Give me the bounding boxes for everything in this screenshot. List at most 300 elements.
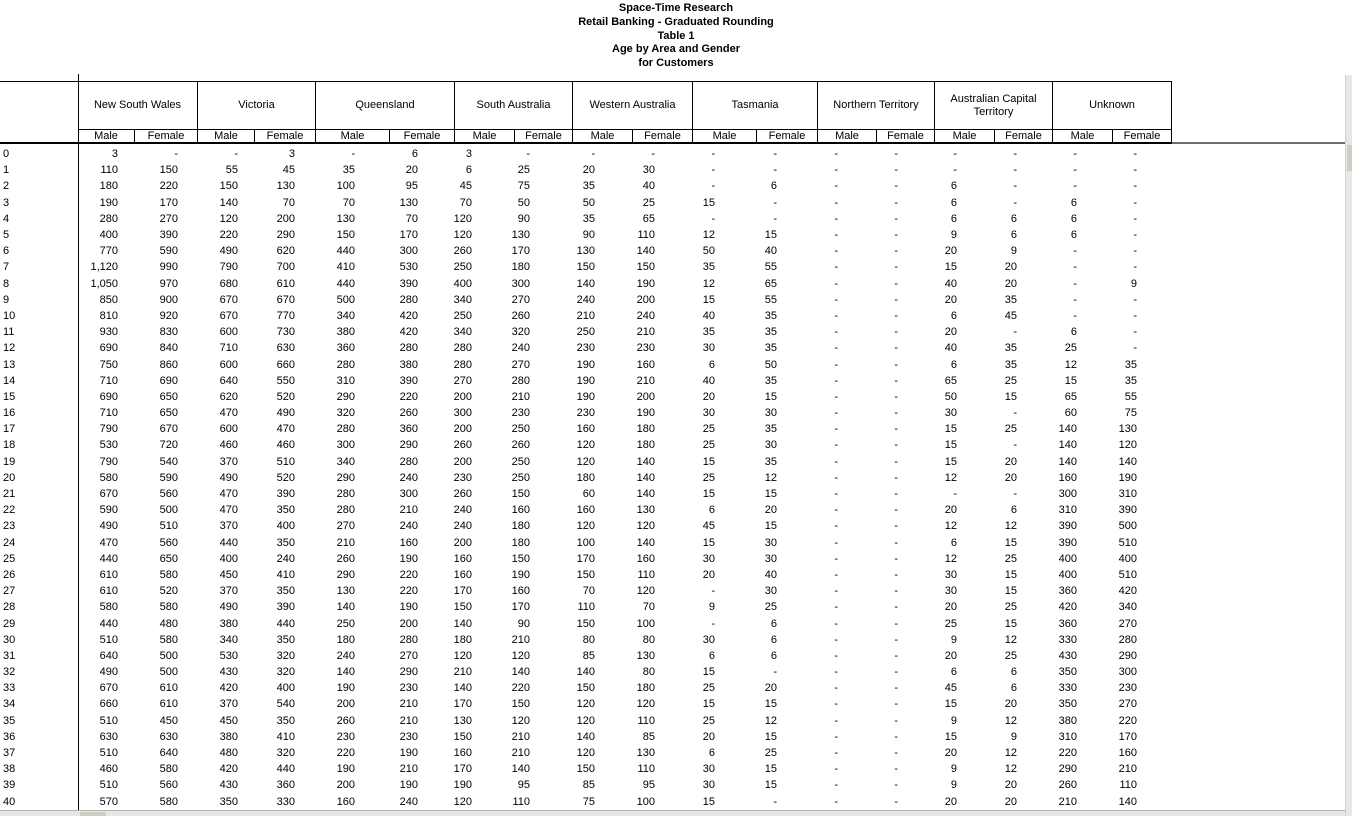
- data-cell: 580: [159, 633, 178, 646]
- data-cell: 20: [944, 293, 957, 306]
- data-cell: 280: [336, 488, 355, 501]
- data-cell: 320: [276, 747, 295, 760]
- column-header-male: Male: [935, 130, 995, 142]
- data-cell: 70: [459, 196, 472, 209]
- data-cell: 150: [576, 261, 595, 274]
- table-row: [0, 713, 1172, 729]
- table-row: [0, 373, 1172, 389]
- data-cell: 240: [399, 795, 418, 808]
- data-cell: 20: [764, 504, 777, 517]
- data-cell: 65: [1064, 390, 1077, 403]
- row-label-age: 7: [3, 261, 10, 274]
- data-cell: 370: [219, 520, 238, 533]
- data-cell: 85: [642, 730, 655, 743]
- data-cell: 190: [399, 601, 418, 614]
- data-cell: 290: [1118, 649, 1137, 662]
- data-cell: 70: [642, 601, 655, 614]
- data-cell: 400: [453, 277, 472, 290]
- data-cell: 6: [950, 309, 957, 322]
- table-row: [0, 308, 1172, 324]
- row-label-age: 5: [3, 229, 10, 242]
- data-cell: -: [1073, 293, 1077, 306]
- data-cell: 210: [576, 309, 595, 322]
- data-cell: 20: [944, 245, 957, 258]
- data-cell: 75: [517, 180, 530, 193]
- data-cell: 20: [944, 649, 957, 662]
- row-label-age: 18: [3, 439, 16, 452]
- data-cell: 210: [453, 666, 472, 679]
- data-cell: 120: [636, 698, 655, 711]
- data-cell: 830: [159, 326, 178, 339]
- data-cell: 460: [276, 439, 295, 452]
- data-cell: -: [1073, 164, 1077, 177]
- data-cell: 130: [399, 196, 418, 209]
- horizontal-scrollbar-thumb[interactable]: [80, 812, 106, 816]
- data-cell: 240: [453, 504, 472, 517]
- data-cell: 160: [399, 536, 418, 549]
- data-cell: 290: [399, 666, 418, 679]
- data-cell: -: [894, 180, 898, 193]
- data-cell: 460: [219, 439, 238, 452]
- data-cell: 55: [1124, 390, 1137, 403]
- data-cell: 720: [159, 439, 178, 452]
- data-cell: -: [894, 471, 898, 484]
- data-cell: 610: [159, 682, 178, 695]
- column-header-male: Male: [78, 130, 135, 142]
- data-cell: 270: [511, 293, 530, 306]
- data-cell: 40: [764, 568, 777, 581]
- data-cell: 30: [764, 407, 777, 420]
- data-cell: 670: [219, 293, 238, 306]
- data-cell: -: [1073, 245, 1077, 258]
- data-cell: 170: [399, 229, 418, 242]
- data-cell: 190: [576, 390, 595, 403]
- data-cell: 12: [944, 520, 957, 533]
- data-cell: 9: [950, 779, 957, 792]
- data-cell: 9: [1010, 245, 1017, 258]
- data-cell: 750: [99, 358, 118, 371]
- data-cell: 240: [336, 649, 355, 662]
- data-cell: -: [894, 358, 898, 371]
- row-label-age: 14: [3, 374, 16, 387]
- data-cell: 15: [702, 196, 715, 209]
- data-cell: 260: [1058, 779, 1077, 792]
- data-cell: 250: [511, 423, 530, 436]
- data-cell: 470: [99, 536, 118, 549]
- data-cell: 45: [702, 520, 715, 533]
- data-cell: 520: [276, 471, 295, 484]
- vertical-scrollbar-thumb[interactable]: [1347, 145, 1352, 171]
- data-cell: 20: [702, 730, 715, 743]
- data-cell: 30: [702, 633, 715, 646]
- data-cell: 130: [511, 229, 530, 242]
- data-cell: 6: [411, 148, 418, 161]
- data-cell: 680: [219, 277, 238, 290]
- data-cell: 330: [1058, 633, 1077, 646]
- data-cell: 160: [576, 423, 595, 436]
- row-label-age: 9: [3, 293, 10, 306]
- data-cell: 390: [399, 374, 418, 387]
- data-cell: 770: [276, 309, 295, 322]
- data-cell: -: [1013, 439, 1017, 452]
- data-cell: 30: [764, 439, 777, 452]
- data-cell: 25: [702, 714, 715, 727]
- data-cell: 930: [99, 326, 118, 339]
- data-cell: 25: [702, 471, 715, 484]
- row-label-age: 40: [3, 795, 16, 808]
- data-cell: 560: [159, 488, 178, 501]
- data-cell: 220: [511, 682, 530, 695]
- data-cell: -: [834, 309, 838, 322]
- data-cell: -: [894, 390, 898, 403]
- data-cell: 120: [576, 747, 595, 760]
- data-cell: -: [834, 617, 838, 630]
- table-row: [0, 211, 1172, 227]
- data-cell: 140: [576, 730, 595, 743]
- data-cell: 280: [399, 455, 418, 468]
- data-cell: 510: [99, 779, 118, 792]
- data-cell: 190: [399, 552, 418, 565]
- data-cell: 120: [453, 229, 472, 242]
- data-cell: 320: [276, 666, 295, 679]
- data-cell: -: [711, 148, 715, 161]
- data-cell: 220: [159, 180, 178, 193]
- data-cell: 240: [511, 342, 530, 355]
- data-cell: 3: [288, 148, 295, 161]
- data-cell: 180: [99, 180, 118, 193]
- data-cell: 340: [336, 309, 355, 322]
- data-cell: 300: [511, 277, 530, 290]
- data-cell: 15: [1004, 585, 1017, 598]
- data-cell: 220: [219, 229, 238, 242]
- data-cell: 230: [399, 730, 418, 743]
- data-cell: 190: [336, 763, 355, 776]
- data-cell: 140: [453, 682, 472, 695]
- data-cell: 230: [453, 471, 472, 484]
- data-cell: -: [834, 552, 838, 565]
- data-cell: 280: [336, 358, 355, 371]
- data-cell: 350: [276, 714, 295, 727]
- row-label-age: 21: [3, 488, 16, 501]
- data-cell: -: [1133, 180, 1137, 193]
- data-cell: -: [834, 196, 838, 209]
- data-cell: -: [1013, 407, 1017, 420]
- data-cell: 280: [399, 633, 418, 646]
- data-cell: 25: [1004, 374, 1017, 387]
- data-cell: 35: [582, 180, 595, 193]
- data-cell: 710: [219, 342, 238, 355]
- column-header-female: Female: [877, 130, 935, 142]
- data-cell: 790: [219, 261, 238, 274]
- column-header-male: Male: [1053, 130, 1113, 142]
- data-cell: 860: [159, 358, 178, 371]
- data-cell: 75: [582, 795, 595, 808]
- data-cell: -: [834, 633, 838, 646]
- data-cell: 250: [453, 309, 472, 322]
- data-cell: 630: [99, 730, 118, 743]
- data-cell: -: [711, 212, 715, 225]
- data-cell: 420: [1058, 601, 1077, 614]
- data-cell: 140: [336, 666, 355, 679]
- data-cell: -: [1013, 164, 1017, 177]
- row-label-age: 34: [3, 698, 16, 711]
- data-cell: -: [953, 164, 957, 177]
- row-label-age: 13: [3, 358, 16, 371]
- data-cell: 520: [276, 390, 295, 403]
- column-header-male: Male: [693, 130, 757, 142]
- data-cell: 560: [159, 779, 178, 792]
- data-cell: -: [1133, 212, 1137, 225]
- data-cell: 140: [636, 455, 655, 468]
- data-cell: 80: [582, 633, 595, 646]
- data-cell: 40: [642, 180, 655, 193]
- data-cell: 280: [99, 212, 118, 225]
- data-cell: 45: [1004, 309, 1017, 322]
- vertical-scrollbar[interactable]: [1345, 75, 1352, 816]
- data-cell: 610: [99, 568, 118, 581]
- data-cell: 230: [1118, 682, 1137, 695]
- column-group-header: Australian Capital Territory: [935, 82, 1053, 129]
- data-cell: 6: [1010, 682, 1017, 695]
- data-cell: 55: [225, 164, 238, 177]
- data-cell: 260: [399, 407, 418, 420]
- data-cell: 170: [453, 585, 472, 598]
- table-row: [0, 615, 1172, 631]
- data-cell: 530: [399, 261, 418, 274]
- data-cell: -: [834, 666, 838, 679]
- table-row: [0, 421, 1172, 437]
- data-cell: 620: [276, 245, 295, 258]
- data-cell: 20: [944, 504, 957, 517]
- data-cell: 130: [576, 245, 595, 258]
- column-header-female: Female: [995, 130, 1053, 142]
- data-cell: 650: [159, 390, 178, 403]
- data-cell: -: [834, 747, 838, 760]
- data-cell: -: [834, 374, 838, 387]
- data-cell: -: [834, 148, 838, 161]
- column-header-male: Male: [316, 130, 390, 142]
- column-group-header: Tasmania: [693, 82, 818, 129]
- data-cell: 590: [159, 471, 178, 484]
- data-cell: 190: [576, 374, 595, 387]
- data-cell: 290: [399, 439, 418, 452]
- data-cell: -: [834, 342, 838, 355]
- data-cell: -: [1073, 180, 1077, 193]
- data-cell: 350: [276, 536, 295, 549]
- data-cell: -: [1013, 488, 1017, 501]
- data-cell: 45: [282, 164, 295, 177]
- data-cell: 600: [219, 358, 238, 371]
- data-cell: 150: [453, 601, 472, 614]
- data-cell: 350: [276, 633, 295, 646]
- data-cell: 360: [399, 423, 418, 436]
- data-cell: 150: [576, 617, 595, 630]
- data-cell: 200: [336, 698, 355, 711]
- data-cell: 160: [453, 747, 472, 760]
- data-cell: -: [1133, 245, 1137, 258]
- row-label-age: 39: [3, 779, 16, 792]
- data-cell: 300: [399, 245, 418, 258]
- row-label-age: 35: [3, 714, 16, 727]
- data-cell: 270: [511, 358, 530, 371]
- data-cell: 210: [399, 714, 418, 727]
- data-cell: 380: [1058, 714, 1077, 727]
- data-cell: 6: [1070, 196, 1077, 209]
- data-cell: -: [894, 601, 898, 614]
- data-cell: -: [834, 455, 838, 468]
- data-cell: 25: [1004, 649, 1017, 662]
- data-cell: 260: [453, 245, 472, 258]
- data-cell: 12: [1004, 520, 1017, 533]
- table-row: [0, 324, 1172, 340]
- data-cell: 12: [1004, 747, 1017, 760]
- data-cell: 120: [636, 520, 655, 533]
- data-cell: -: [894, 633, 898, 646]
- data-cell: 220: [399, 568, 418, 581]
- data-cell: 220: [1058, 747, 1077, 760]
- data-cell: 30: [944, 407, 957, 420]
- data-cell: -: [834, 714, 838, 727]
- data-cell: -: [894, 439, 898, 452]
- data-cell: -: [894, 196, 898, 209]
- data-cell: 230: [399, 682, 418, 695]
- table-row: [0, 405, 1172, 421]
- data-cell: 850: [99, 293, 118, 306]
- data-cell: 75: [1124, 407, 1137, 420]
- data-cell: 160: [636, 358, 655, 371]
- row-label-age: 23: [3, 520, 16, 533]
- data-cell: 300: [399, 488, 418, 501]
- table-row: [0, 632, 1172, 648]
- column-header-female: Female: [390, 130, 455, 142]
- data-cell: 60: [582, 488, 595, 501]
- data-cell: 6: [708, 504, 715, 517]
- data-cell: 440: [99, 617, 118, 630]
- horizontal-scrollbar[interactable]: [0, 810, 1352, 816]
- data-cell: 360: [1058, 617, 1077, 630]
- data-cell: 20: [1004, 698, 1017, 711]
- data-cell: 200: [453, 423, 472, 436]
- row-label-age: 24: [3, 536, 16, 549]
- data-cell: -: [953, 148, 957, 161]
- data-cell: 120: [453, 649, 472, 662]
- data-cell: 120: [453, 212, 472, 225]
- data-cell: 35: [582, 212, 595, 225]
- column-header-female: Female: [633, 130, 693, 142]
- data-cell: 100: [336, 180, 355, 193]
- data-cell: 180: [511, 261, 530, 274]
- data-cell: -: [1013, 196, 1017, 209]
- data-cell: 670: [159, 423, 178, 436]
- data-cell: 9: [1130, 277, 1137, 290]
- data-cell: 280: [399, 293, 418, 306]
- data-cell: 30: [764, 585, 777, 598]
- data-cell: 20: [1004, 779, 1017, 792]
- data-cell: -: [894, 455, 898, 468]
- row-label-age: 31: [3, 649, 16, 662]
- data-cell: 6: [1070, 229, 1077, 242]
- data-cell: 35: [702, 261, 715, 274]
- data-cell: 200: [453, 455, 472, 468]
- data-cell: 290: [336, 471, 355, 484]
- data-cell: 95: [642, 779, 655, 792]
- table-row: [0, 551, 1172, 567]
- data-cell: 120: [636, 585, 655, 598]
- data-cell: -: [834, 229, 838, 242]
- data-cell: -: [894, 568, 898, 581]
- table-row: [0, 583, 1172, 599]
- data-cell: 55: [764, 293, 777, 306]
- data-cell: 220: [399, 390, 418, 403]
- data-cell: 340: [1118, 601, 1137, 614]
- data-cell: 150: [576, 568, 595, 581]
- data-cell: 180: [576, 471, 595, 484]
- data-cell: 600: [219, 326, 238, 339]
- data-cell: 280: [399, 342, 418, 355]
- column-group-header: Queensland: [316, 82, 455, 129]
- data-cell: 3: [111, 148, 118, 161]
- data-cell: 230: [576, 342, 595, 355]
- data-cell: 480: [219, 747, 238, 760]
- data-cell: 15: [764, 698, 777, 711]
- data-cell: 15: [702, 698, 715, 711]
- data-cell: 250: [336, 617, 355, 630]
- data-cell: 110: [637, 714, 655, 727]
- data-cell: 15: [944, 730, 957, 743]
- data-cell: 350: [1058, 698, 1077, 711]
- data-cell: 15: [702, 666, 715, 679]
- gender-header-row: [78, 130, 1172, 142]
- data-cell: 400: [1118, 552, 1137, 565]
- data-cell: 230: [576, 407, 595, 420]
- data-cell: 280: [453, 342, 472, 355]
- data-cell: -: [834, 277, 838, 290]
- data-cell: 15: [702, 455, 715, 468]
- table-row: [0, 696, 1172, 712]
- data-cell: 450: [219, 568, 238, 581]
- data-cell: 40: [944, 277, 957, 290]
- data-cell: 160: [453, 552, 472, 565]
- data-cell: 410: [276, 568, 295, 581]
- data-cell: 95: [405, 180, 418, 193]
- row-label-age: 16: [3, 407, 16, 420]
- data-cell: -: [894, 229, 898, 242]
- data-cell: 710: [99, 407, 118, 420]
- data-cell: 70: [282, 196, 295, 209]
- table-row: [0, 195, 1172, 211]
- data-cell: 15: [1004, 568, 1017, 581]
- data-cell: 20: [582, 164, 595, 177]
- data-cell: 450: [219, 714, 238, 727]
- data-cell: 180: [453, 633, 472, 646]
- data-cell: 260: [336, 552, 355, 565]
- data-cell: 200: [636, 293, 655, 306]
- data-cell: 190: [511, 568, 530, 581]
- data-cell: 50: [582, 196, 595, 209]
- data-cell: 6: [1010, 666, 1017, 679]
- data-cell: 610: [276, 277, 295, 290]
- data-cell: 110: [637, 229, 655, 242]
- data-cell: 20: [944, 747, 957, 760]
- data-cell: -: [773, 148, 777, 161]
- data-cell: -: [894, 309, 898, 322]
- row-label-age: 6: [3, 245, 10, 258]
- data-cell: 35: [342, 164, 355, 177]
- data-cell: 6: [950, 212, 957, 225]
- data-cell: 20: [764, 682, 777, 695]
- data-cell: 210: [399, 698, 418, 711]
- data-cell: 15: [764, 229, 777, 242]
